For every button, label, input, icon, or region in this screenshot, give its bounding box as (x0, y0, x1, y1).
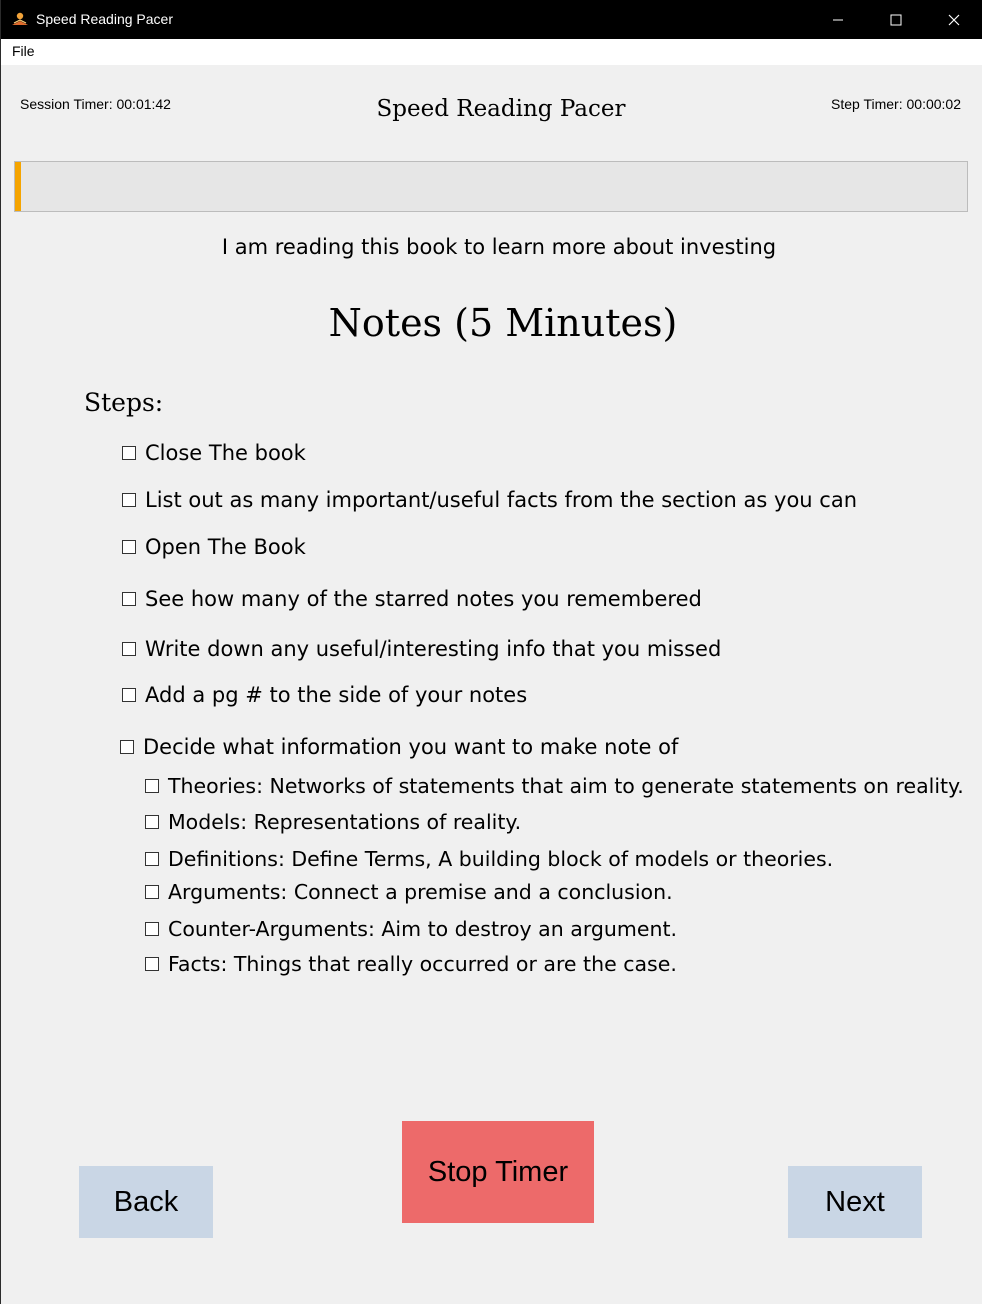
close-button[interactable] (925, 0, 982, 39)
step-label: Close The book (145, 441, 306, 465)
app-heading: Speed Reading Pacer (376, 96, 626, 122)
step-checkbox-decide-info[interactable] (120, 734, 678, 760)
step-checkbox-close-book[interactable] (122, 440, 306, 466)
checkbox-icon[interactable] (122, 592, 136, 606)
step-progress-bar (14, 161, 968, 212)
step-checkbox-open-book[interactable] (122, 534, 306, 560)
back-button[interactable]: Back (79, 1166, 213, 1238)
maximize-icon (890, 14, 902, 26)
substep-checkbox-facts[interactable] (145, 951, 677, 977)
step-label: Write down any useful/interesting info that you missed (145, 637, 722, 661)
steps-label: Steps: (84, 388, 164, 417)
step-label: Open The Book (145, 535, 306, 559)
checkbox-icon[interactable] (122, 540, 136, 554)
checkbox-icon[interactable] (145, 852, 159, 866)
substep-label: Models: Representations of reality. (168, 810, 522, 834)
session-timer: Session Timer: 00:01:42 (20, 96, 171, 112)
substep-label: Theories: Networks of statements that aim to generate statements on reality. (168, 774, 964, 798)
substep-checkbox-models[interactable] (145, 809, 521, 835)
substep-label: Definitions: Define Terms, A building block of models or theories. (168, 847, 834, 871)
title-bar (1, 0, 982, 39)
step-checkbox-add-page-number[interactable] (122, 682, 527, 708)
checkbox-icon[interactable] (122, 446, 136, 460)
step-timer: Step Timer: 00:00:02 (831, 96, 961, 112)
checkbox-icon[interactable] (120, 740, 134, 754)
checkbox-icon[interactable] (145, 957, 159, 971)
progress-fill (15, 162, 21, 211)
substep-checkbox-definitions[interactable] (145, 846, 833, 872)
minimize-icon (832, 14, 844, 26)
checkbox-icon[interactable] (122, 493, 136, 507)
substep-checkbox-counter-arguments[interactable] (145, 916, 677, 942)
checkbox-icon[interactable] (145, 815, 159, 829)
checkbox-icon[interactable] (122, 642, 136, 656)
step-label: List out as many important/useful facts from the section as you can (145, 488, 858, 512)
checkbox-icon[interactable] (145, 779, 159, 793)
substep-label: Arguments: Connect a premise and a conclusion. (168, 880, 673, 904)
menu-bar (1, 39, 982, 65)
window-title: Speed Reading Pacer (36, 11, 173, 27)
close-icon (948, 14, 960, 26)
step-label: Add a pg # to the side of your notes (145, 683, 528, 707)
step-checkbox-list-facts[interactable] (122, 487, 857, 513)
section-title: Notes (5 Minutes) (328, 301, 678, 345)
checkbox-icon[interactable] (145, 922, 159, 936)
substep-checkbox-theories[interactable] (145, 773, 964, 799)
checkbox-icon[interactable] (122, 688, 136, 702)
step-checkbox-starred-notes[interactable] (122, 586, 702, 612)
maximize-button[interactable] (867, 0, 925, 39)
app-book-icon (11, 11, 29, 27)
step-checkbox-write-missed[interactable] (122, 636, 721, 662)
next-button[interactable]: Next (788, 1166, 922, 1238)
checkbox-icon[interactable] (145, 885, 159, 899)
reading-purpose: I am reading this book to learn more about investing (221, 235, 777, 259)
substep-checkbox-arguments[interactable] (145, 879, 673, 905)
menu-file[interactable]: File (12, 43, 35, 59)
step-label: See how many of the starred notes you remembered (145, 587, 702, 611)
substep-label: Facts: Things that really occurred or are the case. (168, 952, 677, 976)
step-label: Decide what information you want to make note of (143, 735, 679, 759)
stop-timer-button[interactable]: Stop Timer (402, 1121, 594, 1223)
minimize-button[interactable] (809, 0, 867, 39)
substep-label: Counter-Arguments: Aim to destroy an argument. (168, 917, 678, 941)
